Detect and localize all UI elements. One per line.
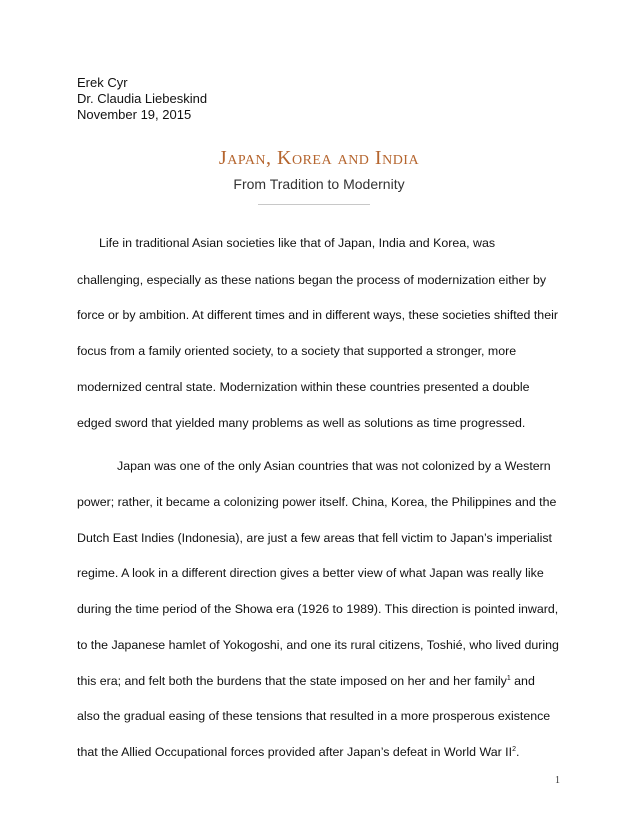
title-divider [258,204,370,205]
paragraph-line: to the Japanese hamlet of Yokogoshi, and one its rural citizens, Toshié, who lived during [77,638,559,652]
paragraph-line: Dutch East Indies (Indonesia), are just a few areas that fell victim to Japan’s imperialist [77,531,552,545]
line-text: this era; and felt both the burdens that the state imposed on her and her family [77,674,507,688]
paragraph-line: edged sword that yielded many problems as well as solutions as time progressed. [77,416,526,430]
author-name: Erek Cyr [77,75,128,90]
paragraph-line: challenging, especially as these nations began the process of modernization either by [77,273,547,287]
paragraph-line: power; rather, it became a colonizing power itself. China, Korea, the Philippines and the [77,495,557,509]
document-date: November 19, 2015 [77,107,192,122]
line-text: and [510,674,535,688]
paragraph-line: modernized central state. Modernization within these countries presented a double [77,380,530,394]
page-number: 1 [555,775,560,786]
line-text: that the Allied Occupational forces provided after Japan’s defeat in World War II [77,745,513,759]
paragraph-line: also the gradual easing of these tensions that resulted in a more prosperous existence [77,709,551,723]
paragraph-line: focus from a family oriented society, to a society that supported a stronger, more [77,344,517,358]
paragraph-line: during the time period of the Showa era (1926 to 1989). This direction is pointed inward, [77,602,559,616]
line-text: . [515,745,520,759]
paragraph-line: Japan was one of the only Asian countries that was not colonized by a Western [117,459,551,473]
footnote-marker-1: 1 [506,674,511,682]
document-title: Japan, Korea and India [218,147,420,169]
footnote-marker-2: 2 [512,745,516,753]
paragraph-line [77,674,535,688]
paragraph-line: Life in traditional Asian societies like that of Japan, India and Korea, was [99,236,496,250]
paragraph-line: regime. A look in a different direction gives a better view of what Japan was really like [77,566,544,580]
paragraph-line [77,745,519,759]
instructor-name: Dr. Claudia Liebeskind [77,91,208,106]
document-header [77,75,207,123]
paragraph-line: force or by ambition. At different times and in different ways, these societies shifted their [77,308,558,322]
document-subtitle: From Tradition to Modernity [233,176,405,192]
